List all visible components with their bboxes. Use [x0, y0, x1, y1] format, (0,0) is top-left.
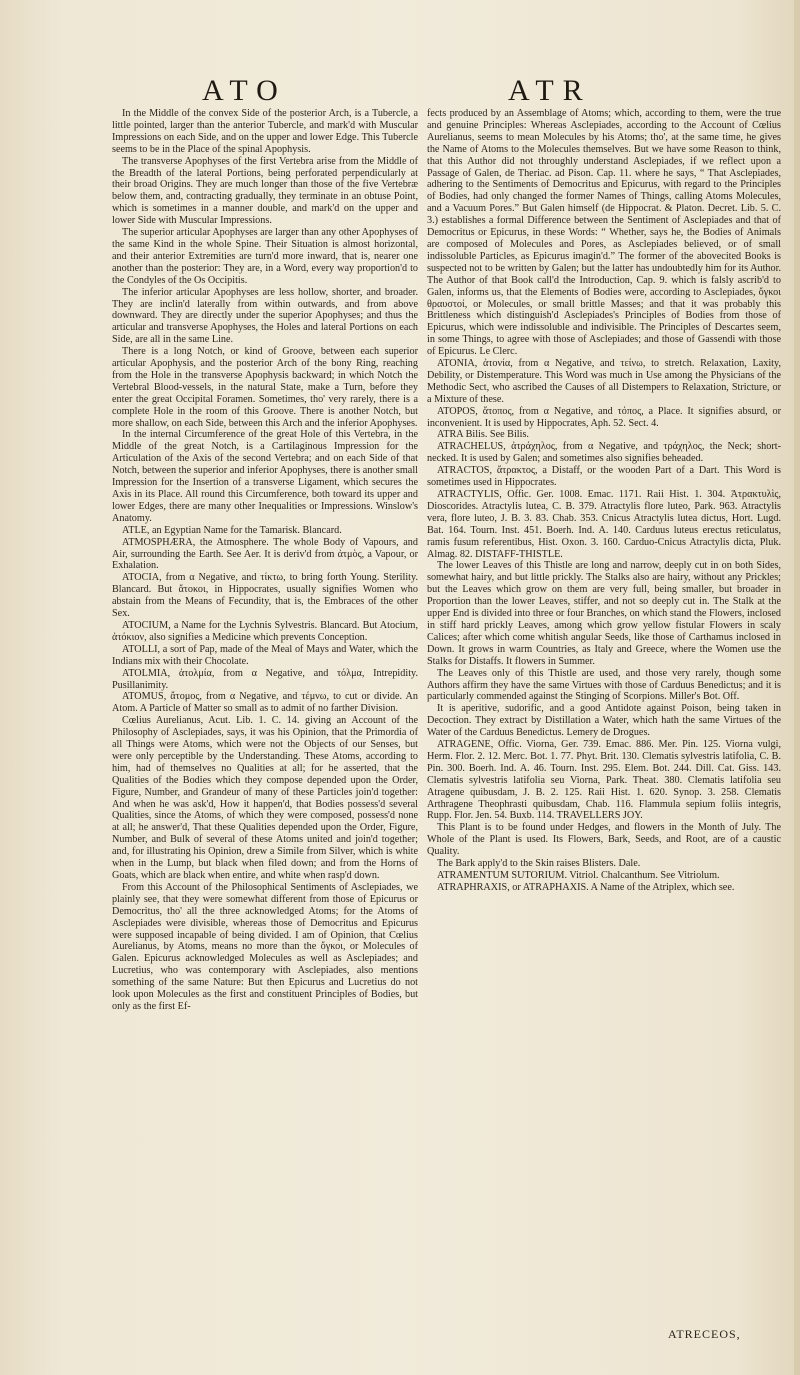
header-left: ATO	[202, 74, 287, 107]
paragraph: The transverse Apophyses of the first Vertebra arise from the Middle of the Breadth of the lateral Portions, being perforated perpendicularly at their broad Origins. They are much longer than those of the five Vertebræ below them, and, contracting gradually, they terminate in an obtuse Point, which is sometimes in a manner double, and mark'd on the upper and lower Side with Muscular Impressions.	[112, 155, 418, 227]
entry-atraphraxis: ATRAPHRAXIS, or ATRAPHAXIS. A Name of the Atriplex, which see.	[437, 881, 735, 893]
entry-atomus: ATOMUS, ἄτομος, from α Negative, and τέμνω, to cut or divide. An Atom. A Particle of Matter so small as to admit of no farther Division.	[112, 691, 418, 715]
catchword: ATRECEOS,	[668, 1327, 741, 1341]
paragraph: From this Account of the Philosophical Sentiments of Asclepiades, we plainly see, that they were somewhat different from those of Epicurus or Democritus, tho' all the three acknowledged Atoms; for the Atoms of Asclepiades were divisible, whereas those of Democritus and Epicurus were supposed incapable of being divided. I am of Opinion, that Cœlius Aurelianus, by Atoms, means no more than the ὄγκοι, or Molecules of Galen. Epicurus acknowledged Molecules as well as Asclepiades; and Lucretius, who was contemporary with Asclepiades, also mentions something of the same Nature: But then Epicurus and Lucretius do not look upon Molecules as the first and constituent Principles of Bodies, but only as the first Ef-	[112, 881, 418, 1012]
paragraph: The Leaves only of this Thistle are used, and those very rarely, though some Authors affirm they have the same Virtues with those of Carduus Benedictus; and it is particularly commended against the Stinging of Scorpions. Miller's Bot. Off.	[427, 667, 781, 703]
entry-atonia: ATONIA, ἀτονία, from α Negative, and τείνω, to stretch. Relaxation, Laxity, Debility, or Distemperature. This Word was much in Use among the Physicians of the Methodic Sect, who ascribed the Causes of all Distempers to Relaxation, Stricture, or a Mixture of these.	[427, 358, 781, 405]
entry-atolli: ATOLLI, a sort of Pap, made of the Meal of Mays and Water, which the Indians mix with their Chocolate.	[112, 643, 418, 667]
entry-atmosphaera: ATMOSPHÆRA, the Atmosphere. The whole Body of Vapours, and Air, surrounding the Earth. See Aer. It is deriv'd from ἀτμὸς, a Vapour, or Exhalation.	[112, 536, 418, 572]
paragraph: In the internal Circumference of the great Hole of this Vertebra, in the Middle of the great Notch, is a Cartilaginous Impression for the Articulation of the Axis of the second Vertebra; and on each Side of that Notch, between the superior and inferior Apophyses, there is another small Impression for the Insertion of a transverse Ligament, which secures the Axis in its Place. All round this Circumference, both toward its upper and lower Edges, there are many other Inequalities or Impressions. Winslow's Anatomy.	[112, 429, 418, 524]
paragraph: fects produced by an Assemblage of Atoms; which, according to them, were the true and genuine Principles: Whereas Asclepiades, according to the Account of Cœlius Aurelianus, seems to mean Molecules by his Atoms; tho', at the same time, he gives the Name of Atoms to the Molecules themselves. But we have some Reason to think, that this Author did not throughly understand Asclepiades, if we reflect upon a Passage of Galen, de Theriac. ad Pison. Cap. 11. where he says, “ That Asclepiades, adhering to the Sentiments of Democritus and Epicurus, with regard to the Principles of Bodies, had only changed the former Names of Things, calling Atoms Molecules, and a Vacuum Pores.” But Galen himself (de Hippocrat. & Platon. Decret. Lib. 5. C. 3.) establishes a formal Difference between the Sentiment of Asclepiades and that of Democritus or Epicurus, in these Words: “ Whether, says he, the Bodies of Animals are composed of Molecules and Pores, as Asclepiades believed, or of small indissoluble Particles, as Epicurus imagin'd.” The former of the abovecited Books is suspected not to be written by Galen; but the latter has undoubtedly him for its Author. The Author of that Book call'd the Introduction, Cap. 9. which is falsly ascrib'd to Galen, informs us, that the Elements of Bodies were, according to Asclepiades, ὄγκοι θραυστοί, or Molecules, or small brittle Masses; and that it was probably this Brittleness which distinguish'd Asclepiades's Principles of Bodies from those of Epicurus, which were indissoluble and indivisible. The Principles of Descartes seem, in some Things, to agree with those of Asclepiades; and those of Gassendi with those of Epicurus. Le Clerc.	[427, 108, 781, 358]
paragraph: There is a long Notch, or kind of Groove, between each superior articular Apophysis, and the posterior Arch of the bony Ring, reaching from the Hole in the transverse Apophysis backward; in which Notch the Vertebral Blood-vessels, in the natural State, make a Turn, before they enter the great Occipital Foramen. Sometimes, tho' very rarely, there is a complete Hole in the room of this Groove. There is another Notch, but more shallow, on each Side, between this Arch and the inferior Apophyses.	[112, 346, 418, 429]
page-edge	[794, 0, 800, 1375]
entry-atolmia: ATOLMIA, ἀτολμία, from α Negative, and τόλμα, Intrepidity. Pusillanimity.	[112, 667, 418, 691]
entry-atramentum: ATRAMENTUM SUTORIUM. Vitriol. Chalcanthum. See Vitriolum.	[437, 870, 720, 881]
entry-atle: ATLE, an Egyptian Name for the Tamarisk. Blancard.	[122, 524, 342, 536]
entry-atocium: ATOCIUM, a Name for the Lychnis Sylvestris. Blancard. But Atocium, ἀτόκιον, also signifies a Medicine which prevents Conception.	[112, 619, 418, 643]
paragraph: In the Middle of the convex Side of the posterior Arch, is a Tubercle, a little pointed, larger than the anterior Tubercle, and mark'd with Muscular Impressions on each Side, and on the upper and lower Edge. This Tubercle seems to be in the Place of the spinal Apophysis.	[112, 108, 418, 155]
header-right: ATR	[508, 74, 592, 107]
paragraph: This Plant is to be found under Hedges, and flowers in the Month of July. The Whole of the Plant is used. Its Flowers, Bark, Seeds, and Root, are of a caustic Quality.	[427, 822, 781, 858]
paragraph: The lower Leaves of this Thistle are long and narrow, deeply cut in on both Sides, somewhat hairy, and but little prickly. The Stalks also are hairy, without any Prickles; but the Leaves which grow on them are very full, being smaller, but broader in Proportion than the lower Leaves, stiffer, and not so deeply cut in. The Stalk at the upper End is divided into three or four Branches, on which stand the Flowers, inclosed in stiff hard prickly Leaves, among which grow yellow fistular Flowers in scaly Calices; after which come whitish angular Seeds, like those of Carthamus inclosed in Down. It grows in warm Countries, as Italy and Greece, where the Women use the Stalks for Distaffs. It flowers in Summer.	[427, 560, 781, 667]
left-column	[112, 108, 418, 1318]
entry-atragene: ATRAGENE, Offic. Viorna, Ger. 739. Emac. 886. Mer. Pin. 125. Viorna vulgi, Herm. Flor. 2. 12. Merc. Bot. 1. 77. Phyt. Brit. 130. Clematis sylvestris latifolia, C. B. Pin. 300. Boerh. Ind. A. 46. Tourn. Inst. 295. Elem. Bot. 244. Dill. Cat. Giss. 143. Clematis sylvestris latifolia seu Viorna, Park. Theat. 380. Clematis latifolia seu Atragene quibusdam, J. B. 2. 125. Raii Hist. 1. 620. Synop. 3. 258. Clematis Arthragene Theophrasti quibusdam, Chab. 116. Flammula sepium foliis integris, Rupp. Flor. Jen. 54. Buxb. 114. TRAVELLERS JOY.	[427, 739, 781, 822]
entry-atocia: ATOCIA, from α Negative, and τίκτω, to bring forth Young. Sterility. Blancard. But ἄτοκοι, in Hippocrates, usually signifies Women who abstain from the Means of Fecundity, that is, the Embraces of the other Sex.	[112, 572, 418, 620]
entry-atra-bilis: ATRA Bilis. See Bilis.	[437, 429, 529, 441]
paragraph: It is aperitive, sudorific, and a good Antidote against Poison, being taken in Decoction. They extract by Distillation a Water, which hath the same Virtues of the Water of the Carduus Benedictus. Lemery de Drogues.	[427, 703, 781, 739]
right-column	[427, 108, 781, 1318]
paragraph: The inferior articular Apophyses are less hollow, shorter, and broader. They are inclin'd laterally from within outwards, and from above downward. They are directly under the superior Apophyses; and thus the articular and transverse Apophyses, the Holes and lateral Portions on each Side, are all in the same Line.	[112, 286, 418, 346]
entry-atopos: ATOPOS, ἄτοπος, from α Negative, and τόπος, a Place. It signifies absurd, or inconvenient. It is used by Hippocrates, Aph. 52. Sect. 4.	[427, 405, 781, 429]
paragraph: The superior articular Apophyses are larger than any other Apophyses of the same Kind in the whole Spine. Their Situation is almost horizontal, and their anterior Extremities are turn'd more inward, that is, nearer one another than the posterior: They are, in a Word, every way proportion'd to the Condyles of the Os Occipitis.	[112, 227, 418, 286]
entry-atractylis: ATRACTYLIS, Offic. Ger. 1008. Emac. 1171. Raii Hist. 1. 304. Ἀτρακτυλὶς, Dioscorides. Atractylis lutea, C. B. 379. Atractylis flore luteo, Park. 963. Atractylis vera, flore luteo, J. B. 3. 83. Chab. 353. Cnicus Atractylis lutea dictus, Hort. Lugd. Bat. 164. Tourn. Inst. 451. Boerh. Ind. A. 140. Carduus luteus erectus reticulatus, ramis fusum referentibus, Hist. Oxon. 3. 160. Carduo-Cnicus Atractylis dicta, Pluk. Almag. 82. DISTAFF-THISTLE.	[427, 489, 781, 560]
entry-atractos: ATRACTOS, ἄτρακτος, a Distaff, or the wooden Part of a Dart. This Word is sometimes used in Hippocrates.	[427, 465, 781, 489]
entry-atrachelus: ATRACHELUS, ἀτράχηλος, from α Negative, and τράχηλος, the Neck; short-necked. It is used by Galen; and sometimes also signifies beheaded.	[427, 441, 781, 465]
running-headers	[0, 74, 800, 110]
paragraph: Cœlius Aurelianus, Acut. Lib. 1. C. 14. giving an Account of the Philosophy of Asclepiades, says, it was his Opinion, that the Primordia of all Things were Atoms, which were not the Objects of our Senses, but were only perceptible by the Understanding. These Atoms, according to him, had of themselves no Qualities at all; for he asserted, that the Qualities of the Bodies which they compose depended upon the Order, Figure, Number, and Grandeur of many of these Particles join'd together: And when he was ask'd, How it happen'd, that Bodies possess'd several Qualities, since the Atoms, of which they were composed, possess'd none at all; he answer'd, That these Qualities depended upon the Order, Figure, Number, and Bulk of several of these Atoms united and join'd together; and, for illustrating his Opinion, drew a Simile from Silver, which is white when in the Lump, but black when filed down; and from the Horns of Goats, which are black when entire, and white when rasp'd down.	[112, 715, 418, 881]
paragraph: The Bark apply'd to the Skin raises Blisters. Dale.	[437, 858, 641, 870]
